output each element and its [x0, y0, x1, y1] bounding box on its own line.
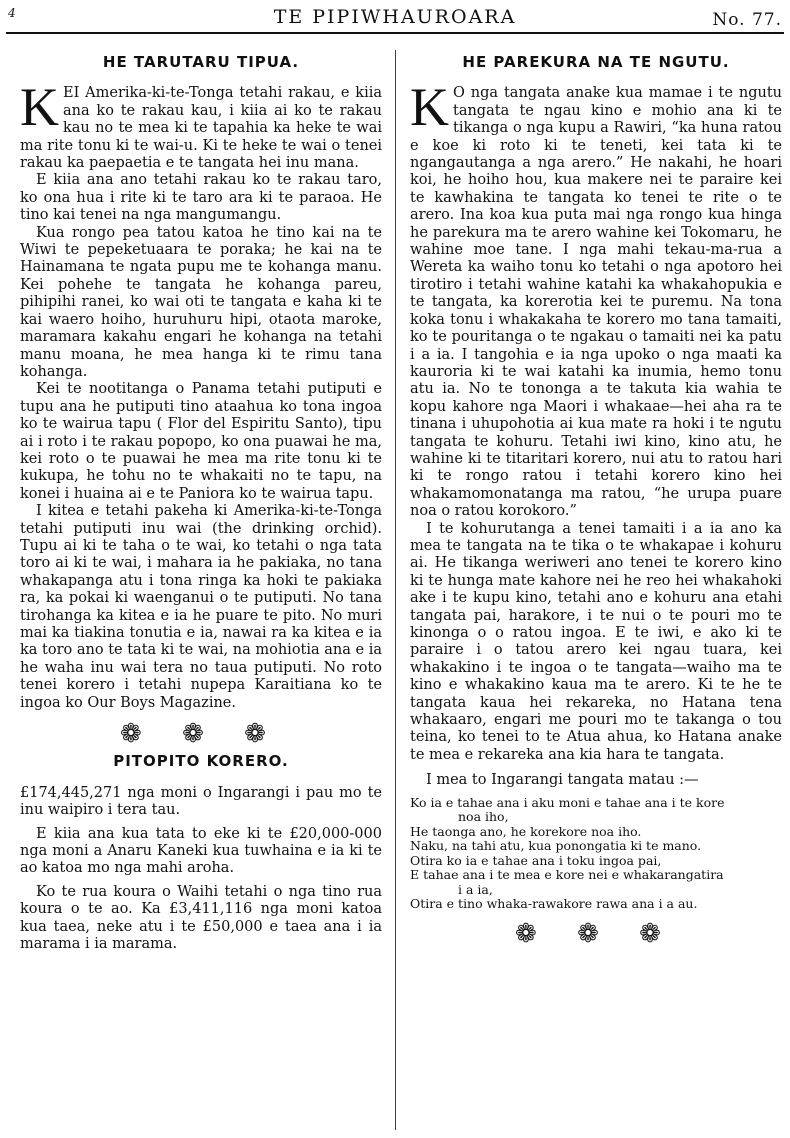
- article-paragraph: Kei te nootitanga o Panama tetahi putiputi e tupu ana he putiputi tino ataahua ko tona ingoa ko te wairua tapu ( Flor del Espiritu Santo), tipu ai i roto i te rakau popopo, ko ona puawai he ma, kei roto o te puawai he mea ma rite tonu ki te kukupa, he tohu no te whakaiti no te tapu, na konei i huaina ai e te Paniora ko te wairua tapu.: [20, 381, 382, 502]
- article-paragraph: I kitea e tetahi pakeha ki Amerika-ki-te-Tonga tetahi putiputi inu wai (the drinking orchid). Tupu ai ki te taha o te wai, ko tetahi o nga tata toro ai ki te wai, i mahara ia he pakiaka, no tana whakapanga atu i tona ringa ka hoki te pakiaka ra, ka pokai ki waenganui o te putiputi. No tana tirohanga ka kitea e ia he puare te pito. No muri mai ka tiakina tonutia e ia, nawai ra ka kitea e ia ka toro ano te tata ki te wai, na mohiotia ana e ia he waha inu wai tera no taua putiputi. No roto tenei korero i tetahi nupepa Karaitiana ko te ingoa ko Our Boys Magazine.: [20, 503, 382, 711]
- poem-line: Otira ko ia e tahae ana i toku ingoa pai,: [410, 852, 662, 868]
- poem-line: Ko ia e tahae ana i aku moni e tahae ana i te kore: [410, 794, 725, 810]
- poem-line: Otira e tino whaka-rawakore rawa ana i a au.: [410, 896, 698, 912]
- article-paragraph: K O nga tangata anake kua mamae i te ngutu tangata te ngau kino e mohio ana ki te tikanga o nga kupu a Rawiri, “ka huna ratou e koe ki roto ki te teneti, kei tata ki te ngangautanga a nga arero.” He nakahi, he hoari koi, he hoiho hou, kua makere nei te paraire kei te kawhakina te tangata ko tenei te rite o te arero. Ina koa kua puta mai nga rongo kua hinga he parekura ma te arero wahine kei Tokomaru, he wahine moe tane. I nga mahi tekau-ma-rua a Wereta ka waiho tonu ko tetahi o nga apotoro hei tirotiro i tetahi wahine katahi ka whakahopukia e te tangata, ka korerotia kei te puremu. Na tona koka tonu i whakakaha te korero mo tana tamaiti, ko te pouritanga o te ngakau o tamaiti nei ka patu i a ia. I tangohia e ia nga upoko o nga maati ka kauroria ki te wai katahi ka inumia, hemo tonu atu ia. No te tononga a te takuta kia wahia te kopu kahore nga Maori i whakaae—hei aha ra te tinana i uhupohotia ai kua mate ra hoki i te ngutu tangata te kohuru. Tetahi iwi kino, kino atu, he wahine ki te titaritari korero, nui atu to ratou hari ki te rongo ratou i tetahi korero kino hei whakamomonatanga ma ratou, “he urupa puare noa o ratou korokoro.”: [410, 77, 782, 520]
- left-column: [20, 44, 382, 954]
- column-divider: [395, 50, 396, 1130]
- article-paragraph: £174,445,271 nga moni o Ingarangi i pau mo te inu waipiro i tera tau.: [20, 784, 382, 819]
- drop-cap: K: [410, 77, 449, 138]
- article-paragraph: KEI Amerika-ki-te-Tonga tetahi rakau, e kiia ana ko te rakau kau, i kiia ai ko te rakau kau no te mea ki te tapahia ka heke te wai ma rite tonu ki te wai-u. Ki te heke te wai o tenei rakau ka paepaetia e te tangata hei inu mana.: [20, 77, 382, 172]
- article-paragraph: Kua rongo pea tatou katoa he tino kai na te Wiwi te pepeketuaara te poraka; he kai na te Hainamana te ngata pupu me te kohanga manu. Kei pohehe te tangata he kohanga pareu, pihipihi ranei, ko wai oti te tangata e kaha ki te kai waero hoiho, huruhuru hipi, otaota maroke, maramara kakahu engari he kohanga na tetahi manu moana, he mea hanga ki te rimu tana kohanga.: [20, 224, 382, 380]
- article-paragraph: E kiia ana ano tetahi rakau ko te rakau taro, ko ona hua i rite ki te taro ara ki te paraoa. He tino kai tenei na nga mangumangu.: [20, 172, 382, 224]
- poem-line: i a ia,: [458, 881, 493, 897]
- right-column: [410, 44, 782, 949]
- article-title-parekura: HE PAREKURA NA TE NGUTU.: [462, 53, 730, 71]
- poem-line: Naku, na tahi atu, kua ponongatia ki te mano.: [410, 838, 702, 854]
- article-paragraph: Ko te rua koura o Waihi tetahi o nga tino rua koura o te ao. Ka £3,411,116 nga moni katoa kua taea, neke atu i te £50,000 e taea ana i ia marama i ia marama.: [20, 883, 382, 953]
- drop-cap: K: [20, 77, 59, 138]
- poem-line: He taonga ano, he korekore noa iho.: [410, 823, 642, 839]
- article-title-pitopito: PITOPITO KORERO.: [113, 752, 289, 771]
- newspaper-title: TE PIPIWHAUROARA: [273, 6, 517, 28]
- poem-line: E tahae ana i te mea e kore nei e whakarangatira: [410, 867, 724, 883]
- article-paragraph: I te kohurutanga a tenei tamaiti i a ia ano ka mea te tangata na te tika o te whakapae i kohuru ai. He tikanga weriweri ano tenei te korero kino ki te hunga mate kahore nei he reo hei whakahoki ake i te kupu kino, tetahi ano e kohuru ana etahi tangata pai, harakore, i te nui o te pouri mo te kinonga o o ratou ingoa. E te iwi, e ako ki te paraire i o tatou arero kei ngau tuara, kei whakakino i te ingoa o te tangata—waiho ma te kino e whakakino kaua ma te arero. Ki te he te tangata kaua hei rekareka, no Hatana tena whakaaro, engari me pouri mo te takanga o tou teina, ko tenei to te Atua ahua, ko Hatana anake te mea e rekareka ana kia hara te tangata.: [410, 520, 782, 763]
- poem-line: noa iho,: [458, 809, 509, 825]
- page-number: 4: [8, 6, 16, 20]
- poem-intro: I mea to Ingarangi tangata matau :—: [426, 772, 699, 789]
- issue-number: No. 77.: [712, 10, 782, 30]
- poem: [410, 796, 782, 912]
- ornament-divider: ❁ ❁ ❁: [515, 918, 677, 949]
- ornament-divider: ❁ ❁ ❁: [120, 719, 282, 750]
- article-title-tarutaru: HE TARUTARU TIPUA.: [102, 53, 300, 71]
- page-header: [0, 0, 790, 30]
- article-paragraph: E kiia ana kua tata to eke ki te £20,000-000 nga moni a Anaru Kaneki kua tuwhaina e ia ki te ao katoa mo nga mahi aroha.: [20, 825, 382, 877]
- header-rule: [6, 32, 784, 34]
